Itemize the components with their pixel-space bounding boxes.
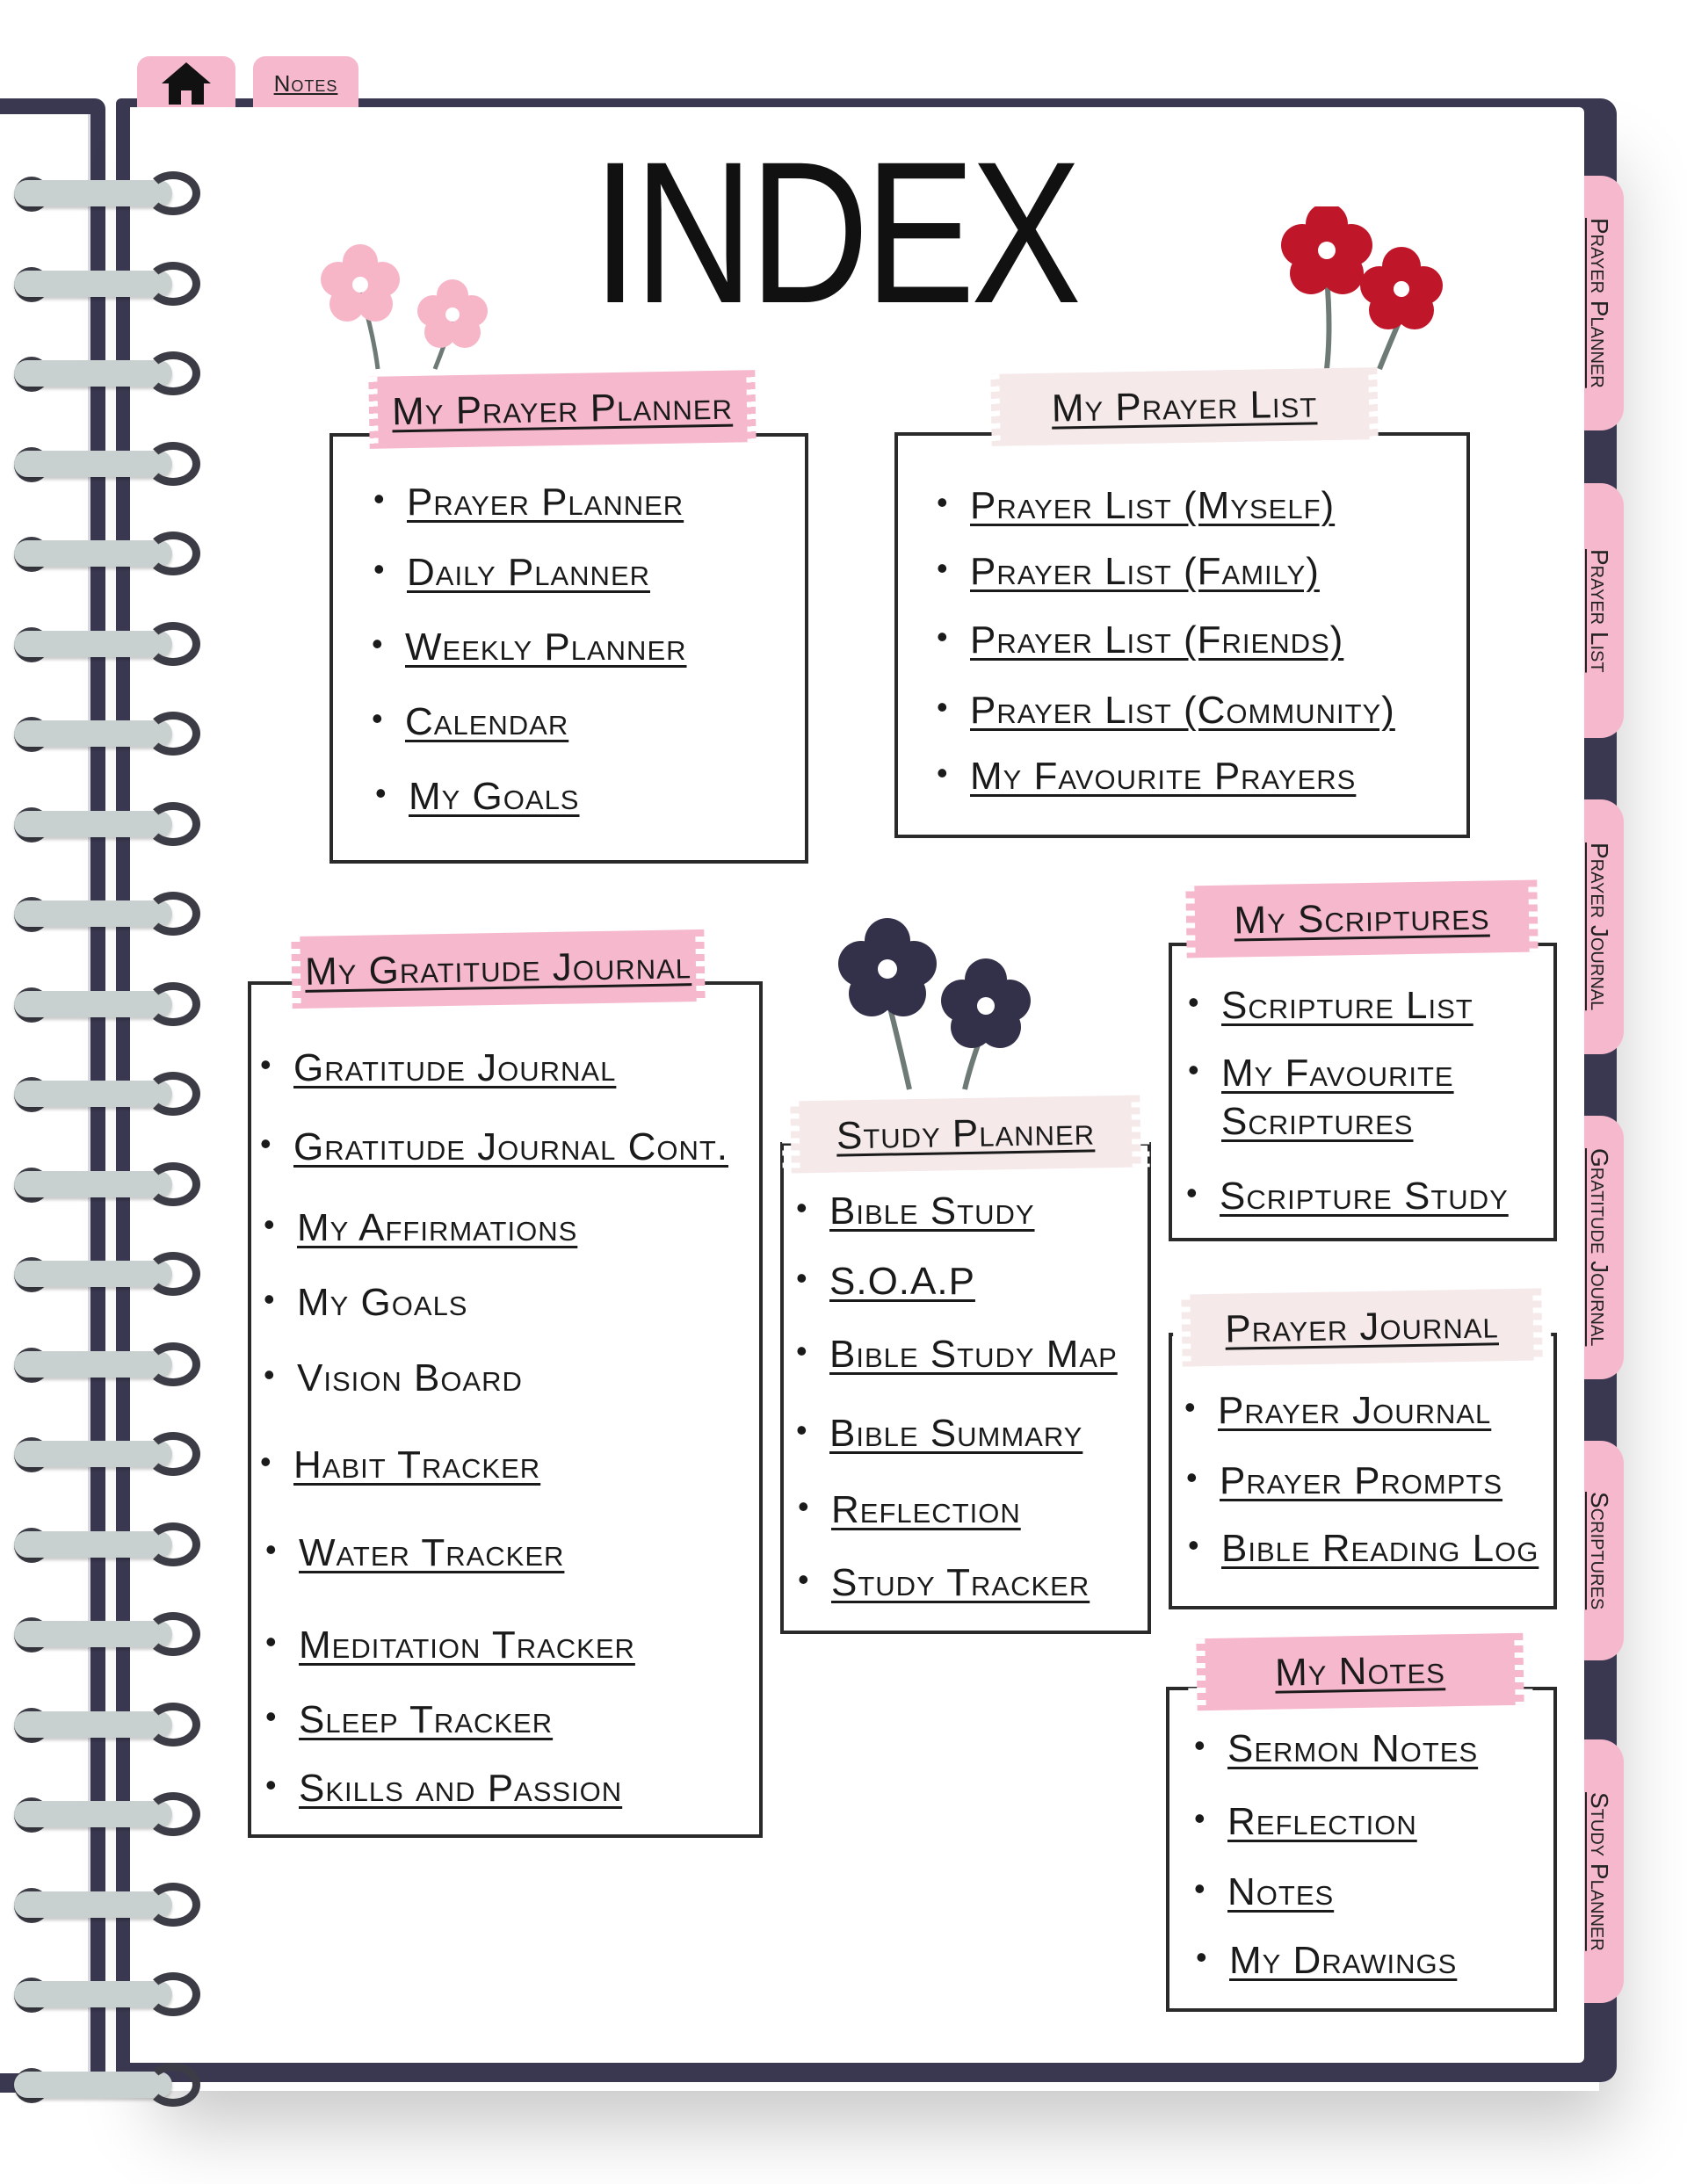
header-prayer-list: My Prayer List (990, 367, 1378, 446)
list-item[interactable]: • Bible Study Map (829, 1333, 1118, 1377)
list-item[interactable]: • Prayer List (Myself) (970, 484, 1335, 528)
list-item[interactable]: • Notes (1227, 1870, 1334, 1914)
list-item[interactable]: • Prayer Prompts (1220, 1459, 1502, 1503)
header-study-planner: Study Planner (790, 1096, 1140, 1174)
section-scriptures (1169, 943, 1557, 1241)
spiral-ring (14, 1703, 190, 1750)
header-prayer-planner: My Prayer Planner (368, 370, 756, 449)
list-item[interactable]: • My Goals (409, 775, 580, 819)
header-gratitude-journal: My Gratitude Journal (291, 929, 705, 1009)
list-item-continuation[interactable]: Scriptures (1221, 1100, 1414, 1143)
tab-notes-label: Notes (273, 69, 338, 97)
section-prayer-journal (1169, 1333, 1557, 1609)
side-tab-label: Gratitude Journal (1586, 1148, 1613, 1347)
side-tab-label: Prayer Planner (1586, 218, 1613, 388)
list-item[interactable]: • Bible Study (829, 1190, 1035, 1233)
list-item[interactable]: • Gratitude Journal Cont. (293, 1125, 728, 1169)
list-item[interactable]: • My Affirmations (297, 1206, 577, 1250)
list-item[interactable]: • Scripture List (1221, 984, 1473, 1028)
list-item[interactable]: • Weekly Planner (405, 626, 687, 669)
list-item[interactable]: • Prayer Planner (407, 481, 684, 524)
spiral-ring (14, 1792, 190, 1840)
list-item[interactable]: • My Favourite Prayers (970, 755, 1356, 799)
home-icon (160, 61, 213, 106)
spiral-ring (14, 1342, 190, 1390)
spiral-ring (14, 1972, 190, 2020)
spiral-ring (14, 982, 190, 1030)
list-item[interactable]: • My Favourite (1221, 1052, 1454, 1096)
tab-notes[interactable] (253, 56, 358, 111)
section-gratitude-journal (248, 981, 763, 1838)
list-item[interactable]: • My Goals (297, 1281, 468, 1325)
list-item[interactable]: • Prayer List (Family) (970, 550, 1320, 594)
list-item[interactable]: • Bible Reading Log (1221, 1527, 1539, 1571)
side-tab-label: Scriptures (1586, 1491, 1613, 1610)
spiral-ring (14, 1162, 190, 1210)
side-tab-label: Prayer Journal (1586, 843, 1613, 1011)
spiral-ring (14, 442, 190, 489)
list-item[interactable]: • Bible Summary (829, 1412, 1082, 1456)
list-item[interactable]: • Prayer List (Community) (970, 689, 1395, 733)
spiral-ring (14, 1432, 190, 1479)
header-scriptures: My Scriptures (1185, 880, 1538, 958)
page-title: INDEX (592, 119, 1077, 345)
list-item[interactable]: • Scripture Study (1220, 1175, 1509, 1219)
section-study-planner (780, 1142, 1151, 1634)
red-flowers-icon (1256, 206, 1467, 373)
list-item[interactable]: • Reflection (1227, 1800, 1417, 1844)
side-tab-label: Study Planner (1586, 1791, 1613, 1951)
section-prayer-list (894, 432, 1470, 838)
spiral-ring (14, 1883, 190, 1930)
spiral-ring (14, 712, 190, 759)
spiral-ring (14, 351, 190, 399)
navy-flowers-icon (835, 918, 1046, 1094)
pink-flowers-icon (312, 237, 505, 378)
spiral-ring (14, 532, 190, 579)
spiral-ring (14, 1612, 190, 1660)
list-item[interactable]: • Meditation Tracker (299, 1624, 635, 1667)
tab-home[interactable] (137, 56, 235, 111)
list-item[interactable]: • Daily Planner (407, 551, 650, 595)
section-prayer-planner (329, 433, 808, 864)
list-item[interactable]: • Reflection (831, 1488, 1021, 1532)
spiral-ring (14, 1252, 190, 1299)
side-tab-label: Prayer List (1586, 548, 1613, 673)
spiral-ring (14, 802, 190, 850)
spiral-ring (14, 622, 190, 669)
list-item[interactable]: • Gratitude Journal (293, 1046, 616, 1090)
section-notes (1166, 1687, 1557, 2012)
list-item[interactable]: • My Drawings (1229, 1939, 1457, 1983)
spiral-ring (14, 2063, 190, 2110)
list-item[interactable]: • Water Tracker (299, 1531, 564, 1575)
spiral-ring (14, 892, 190, 939)
list-item[interactable]: • Skills and Passion (299, 1767, 622, 1811)
spiral-ring (14, 1522, 190, 1570)
header-notes: My Notes (1196, 1633, 1524, 1710)
list-item[interactable]: • Prayer Journal (1218, 1389, 1491, 1433)
list-item[interactable]: • Study Tracker (831, 1561, 1090, 1605)
list-item[interactable]: • Prayer List (Friends) (970, 618, 1343, 662)
list-item[interactable]: • Habit Tracker (293, 1443, 540, 1487)
list-item[interactable]: • Sleep Tracker (299, 1698, 553, 1742)
header-prayer-journal: Prayer Journal (1181, 1288, 1542, 1366)
list-item[interactable]: • Vision Board (297, 1356, 523, 1400)
spiral-ring (14, 1072, 190, 1119)
list-item[interactable]: • Calendar (405, 700, 568, 744)
list-item[interactable]: • S.O.A.P (829, 1260, 975, 1304)
list-item[interactable]: • Sermon Notes (1227, 1727, 1478, 1771)
